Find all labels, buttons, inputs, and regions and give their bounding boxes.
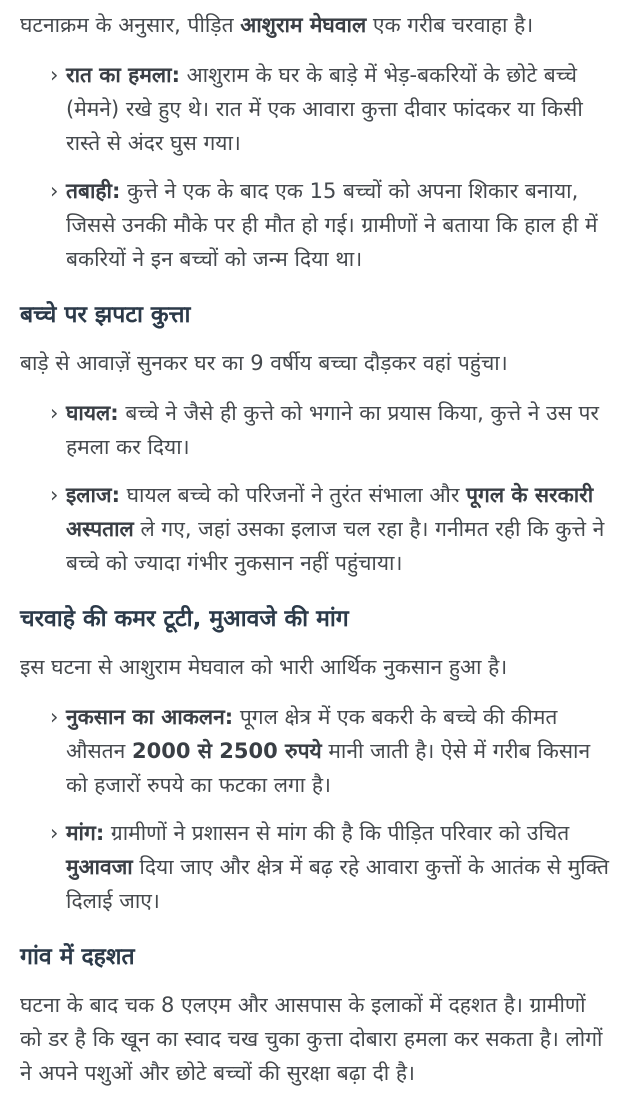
section-heading: चरवाहे की कमर टूटी, मुआवजे की मांग	[20, 606, 349, 632]
section-heading: गांव में दहशत	[20, 944, 135, 970]
list-item	[20, 816, 611, 918]
bullet-chevron-icon: ›	[50, 179, 59, 203]
text-run: घायल बच्चे को परिजनों ने तुरंत संभाला और	[119, 483, 467, 507]
text-run: इस घटना से आशुराम मेघवाल को भारी आर्थिक नुकसान हुआ है।	[20, 655, 508, 679]
bold-text-run: मुआवजा	[66, 855, 133, 879]
bold-text-run: मांग:	[66, 821, 105, 845]
list-item-text	[66, 483, 604, 575]
bold-text-run: पूगल के सरकारी अस्पताल	[66, 483, 594, 541]
bold-text-run: रात का हमला:	[66, 63, 180, 87]
list-item-text	[66, 179, 598, 271]
text-run: बच्चे ने जैसे ही कुत्ते को भगाने का प्रयास किया, कुत्ते ने उस पर हमला कर दिया।	[66, 401, 599, 459]
bold-text-run: आशुराम मेघवाल	[240, 13, 367, 37]
paragraph	[20, 988, 611, 1090]
list-item	[20, 396, 611, 464]
paragraph	[20, 346, 611, 380]
bold-text-run: नुकसान का आकलन:	[66, 705, 234, 729]
paragraph	[20, 650, 611, 684]
paragraph	[20, 8, 611, 42]
list-item-text	[66, 705, 590, 797]
text-run: दिया जाए और क्षेत्र में बढ़ रहे आवारा कुत्तों के आतंक से मुक्ति दिलाई जाए।	[66, 855, 609, 913]
bold-text-run: इलाज:	[66, 483, 120, 507]
text-run: ले गए, जहां उसका इलाज चल रहा है। गनीमत रही कि कुत्ते ने बच्चे को ज्यादा गंभीर नुकसान नहीं पहुंचाया।	[66, 517, 605, 575]
bullet-chevron-icon: ›	[50, 483, 59, 507]
bold-text-run: घायल:	[66, 401, 119, 425]
text-run: आशुराम के घर के बाड़े में भेड़-बकरियों के छोटे बच्चे (मेमने) रखे हुए थे। रात में एक आवारा कुत्ता दीवार फांदकर या किसी रास्ते से अंदर घुस गया।	[66, 63, 583, 155]
text-run: मानी जाती है। ऐसे में गरीब किसान को हजारों रुपये का फटका लगा है।	[66, 739, 591, 797]
bullet-chevron-icon: ›	[50, 63, 59, 87]
bullet-chevron-icon: ›	[50, 821, 59, 845]
text-run: घटना के बाद चक 8 एलएम और आसपास के इलाकों में दहशत है। ग्रामीणों को डर है कि खून का स्वाद चख चुका कुत्ता दोबारा हमला कर सकता है। लोगों ने अपने पशुओं और छोटे बच्चों की सुरक्षा बढ़ा दी है।	[20, 993, 603, 1085]
bold-text-run: तबाही:	[66, 179, 121, 203]
bullet-chevron-icon: ›	[50, 705, 59, 729]
text-run: ग्रामीणों ने प्रशासन से मांग की है कि पीड़ित परिवार को उचित	[104, 821, 570, 845]
bullet-chevron-icon: ›	[50, 401, 59, 425]
list-item-text	[66, 63, 583, 155]
text-run: पूगल क्षेत्र में एक बकरी के बच्चे की कीमत औसतन	[66, 705, 558, 763]
text-run: बाड़े से आवाज़ें सुनकर घर का 9 वर्षीय बच्चा दौड़कर वहां पहुंचा।	[20, 351, 508, 375]
bold-text-run: 2000 से 2500 रुपये	[131, 739, 322, 763]
text-run: कुत्ते ने एक के बाद एक 15 बच्चों को अपना शिकार बनाया, जिससे उनकी मौके पर ही मौत हो गई। ग्रामीणों ने बताया कि हाल ही में बकरियों ने इन बच्चों को जन्म दिया था।	[66, 179, 598, 271]
text-run: एक गरीब चरवाहा है।	[366, 13, 534, 37]
list-item-text	[66, 401, 599, 459]
list-item	[20, 700, 611, 802]
list-item	[20, 174, 611, 276]
section-heading: बच्चे पर झपटा कुत्ता	[20, 302, 191, 328]
text-run: घटनाक्रम के अनुसार, पीड़ित	[20, 13, 241, 37]
list-item	[20, 58, 611, 160]
list-item-text	[66, 821, 609, 913]
list-item	[20, 478, 611, 580]
